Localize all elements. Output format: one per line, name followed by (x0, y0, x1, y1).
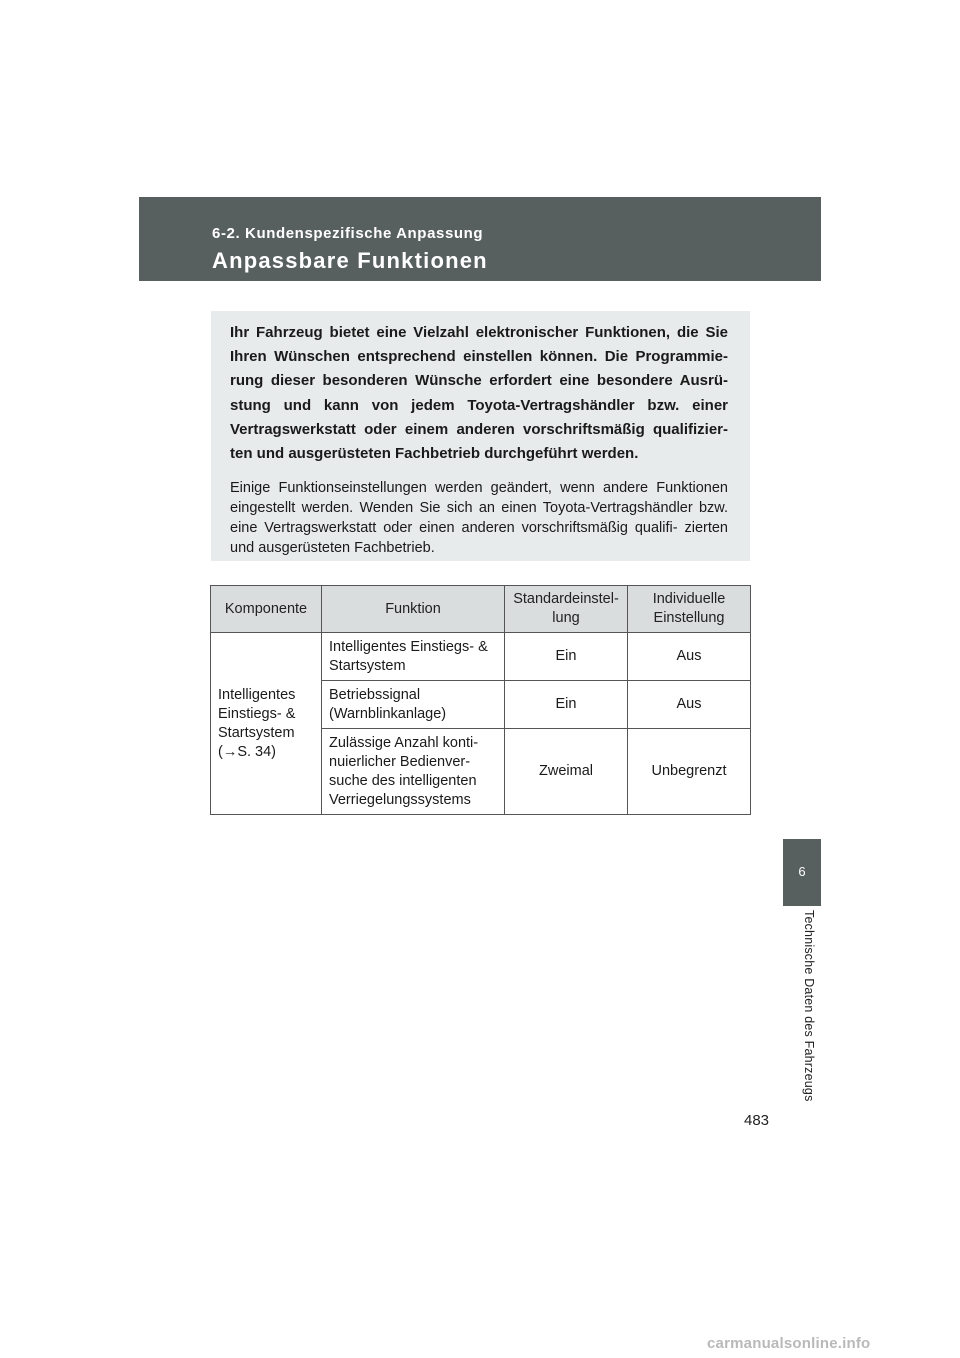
header-custom: Individuelle Einstellung (628, 586, 751, 633)
intro-note-paragraph: Einige Funktionseinstellungen werden geändert, wenn andere Funktionen eingestellt werden. Wenden Sie sich an einen Toyota-Vertragshändler bzw. eine Vertragswerkstatt oder einen anderen vorschriftsmäßig qualifi- zierten und ausgerüsteten Fachbetrieb. (230, 480, 728, 557)
chapter-number: 6 (798, 864, 806, 879)
function-cell: Betriebssignal (Warnblinkanlage) (322, 681, 505, 729)
page-title: Anpassbare Funktionen (212, 248, 488, 273)
header-function: Funktion (322, 586, 505, 633)
watermark: carmanualsonline.info (707, 1335, 871, 1352)
intro-bold-paragraph: Ihr Fahrzeug bietet eine Vielzahl elektronischer Funktionen, die Sie Ihren Wünschen entsprechend einstellen können. Die Programmie- rung dieser besonderen Wünsche erfordert eine besondere Ausrü- stung und kann von jedem Toyota-Vertragshändler bzw. einer Vertragswerkstatt oder einem anderen vorschriftsmäßig qualifizier- ten und ausgerüsteten Fachbetrieb durchgeführt werden. (230, 324, 728, 463)
custom-cell: Aus (628, 681, 751, 729)
chapter-header (139, 197, 821, 281)
default-cell: Ein (505, 681, 628, 729)
section-label: 6-2. Kundenspezifische Anpassung (212, 225, 484, 242)
chapter-side-label: Technische Daten des Fahrzeugs (802, 910, 816, 1102)
page-number: 483 (744, 1112, 770, 1129)
chapter-tab (783, 839, 821, 906)
function-cell: Intelligentes Einstiegs- & Startsystem (322, 633, 505, 681)
intro-box (211, 311, 750, 561)
default-cell: Zweimal (505, 729, 628, 815)
table-row (211, 633, 751, 681)
table-header-row (211, 586, 751, 633)
custom-cell: Aus (628, 633, 751, 681)
header-default: Standardeinstel- lung (505, 586, 628, 633)
function-cell: Zulässige Anzahl konti- nuierlicher Bedienver- suche des intelligenten Verriegelungssystems (322, 729, 505, 815)
custom-cell: Unbegrenzt (628, 729, 751, 815)
settings-table (210, 585, 751, 815)
header-component: Komponente (211, 586, 322, 633)
default-cell: Ein (505, 633, 628, 681)
component-cell: Intelligentes Einstiegs- & Startsystem (→S. 34) (211, 633, 322, 815)
